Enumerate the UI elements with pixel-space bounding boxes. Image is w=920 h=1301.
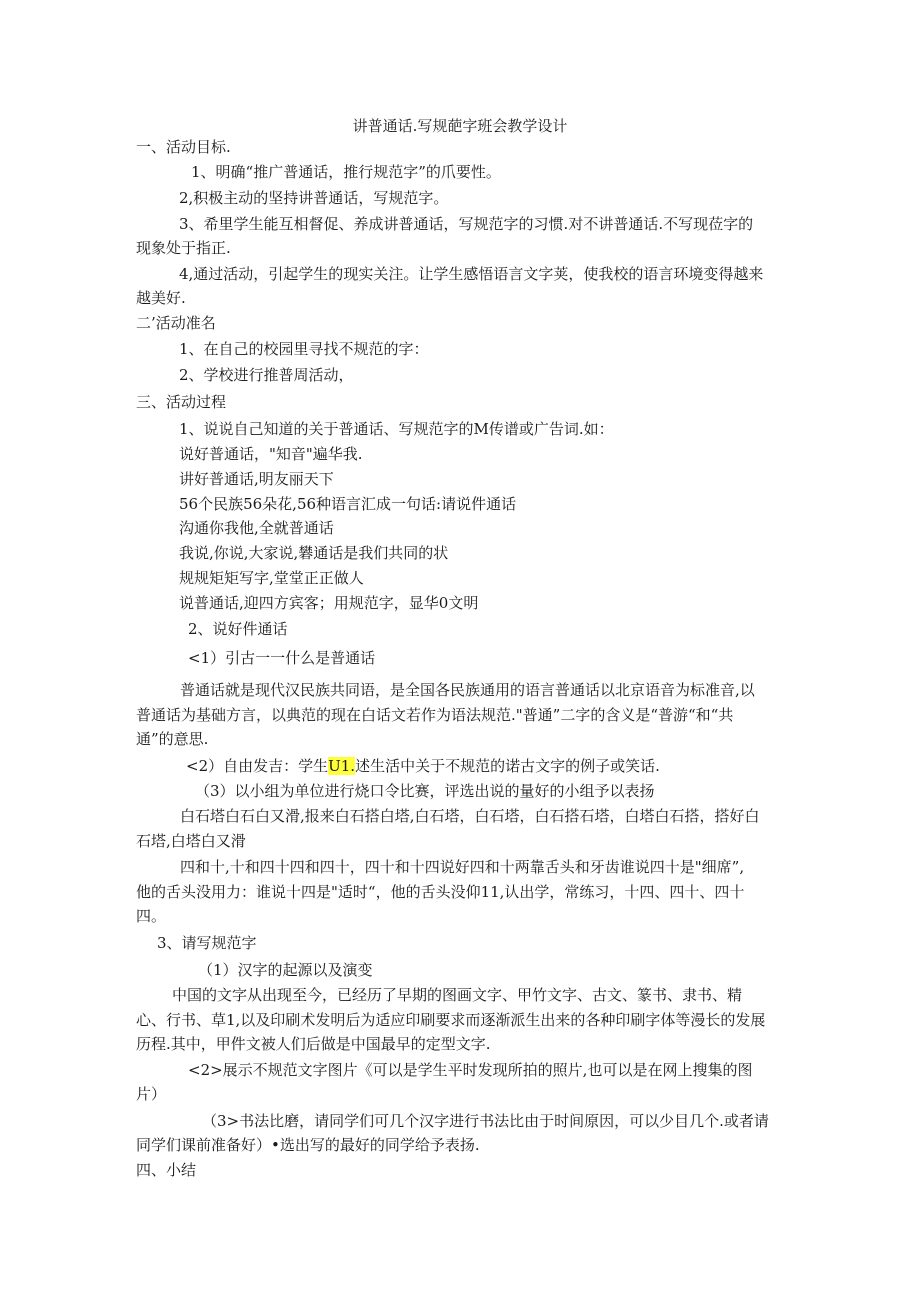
paragraph-line: 石塔,白塔白又滑: [136, 832, 246, 850]
paragraph-line: 3、希里学生能互相督促、养成讲普通话，写规范字的习惯.对不讲普通话.不写现莅字的: [179, 215, 754, 233]
paragraph-line: 4,通过活动，引起学生的现实关注。让学生感悟语言文字荚，使我校的语言环境变得越来: [179, 265, 764, 283]
paragraph-line: 越美好.: [136, 289, 186, 307]
paragraph-line: 1、在自己的校园里寻找不规范的字：: [179, 340, 429, 358]
paragraph-line: 沟通你我他,全就普通话: [179, 519, 334, 537]
document-title: 讲普通话.写规葩字班会教学设计: [352, 117, 568, 135]
section-heading: 四、小结: [136, 1161, 197, 1179]
paragraph-line: 通”的意思.: [136, 730, 209, 748]
paragraph-line: 心、行书、草1,以及印刷术发明后为适应印刷要求而逐渐派生出来的各种印刷字体等漫长的发展: [136, 1011, 766, 1029]
paragraph-line: 四。: [136, 907, 167, 925]
paragraph-line: （1）汉字的起源以及演变: [198, 961, 373, 979]
section-heading: 二’活动准名: [136, 314, 216, 332]
paragraph-line: [186, 756, 660, 776]
paragraph-line: （3>书法比磨，请同学们可几个汉字进行书法比由于时间原因，可以少目几个.或者请: [202, 1112, 769, 1130]
paragraph-line: 1、说说自己知道的关于普通话、写规范字的M传谱或广告词.如：: [179, 420, 614, 438]
paragraph-line: 历程.其中，甲件文被人们后做是中国最早的定型文字.: [136, 1035, 491, 1053]
highlighted-text: U1.: [328, 757, 356, 775]
section-heading: 三、活动过程: [136, 393, 227, 411]
paragraph-line: 2,积极主动的坚持讲普通话，写规范字。: [179, 189, 449, 207]
paragraph-line: <1）引古一一什么是普通话: [188, 649, 376, 667]
paragraph-line: （3）以小组为单位进行烧口令比赛，评选出说的量好的小组予以表扬: [195, 782, 655, 800]
paragraph-line: 现象处于指正.: [136, 239, 231, 257]
paragraph-line: 我说,你说,大家说,礬通话是我们共同的状: [179, 544, 449, 562]
paragraph-line: 3、请写规范字: [157, 934, 257, 952]
paragraph-line: 2、学校进行推普周活动，: [179, 366, 354, 384]
paragraph-line: 片）: [136, 1085, 167, 1103]
paragraph-line: <2>展示不规范文字图片《可以是学生平时发现所拍的照片,也可以是在网上搜集的图: [188, 1061, 753, 1079]
paragraph-line: 普通话为基础方言，以典范的现在白话文若作为语法规范."普通”二字的含义是“普游“和“共: [136, 706, 734, 724]
paragraph-line: 说好普通话，"知音"遍华我.: [179, 445, 363, 463]
line-text: 述生活中关于不规范的诺古文字的例子或笑话.: [355, 757, 660, 775]
paragraph-line: 2、说好件通话: [188, 620, 288, 638]
paragraph-line: 中国的文字从出现至今，已经历了早期的图画文字、甲竹文字、古文、篆书、隶书、精: [172, 986, 743, 1004]
line-text: <2）自由发吉：学生: [186, 757, 329, 775]
paragraph-line: 56个民族56朵花,56种语言汇成一句话:请说件通话: [179, 495, 517, 513]
paragraph-line: 四和十,十和四十四和四十，四十和十四说好四和十两靠舌头和牙齿谁说四十是"细席”,: [180, 858, 745, 876]
paragraph-line: 规规矩矩写字,堂堂正正做人: [179, 569, 364, 587]
paragraph-line: 讲好普通话,明友丽天下: [179, 470, 334, 488]
paragraph-line: 普通话就是现代汉民族共同语，是全国各民族通用的语言普通话以北京语音为标准音,以: [180, 681, 755, 699]
paragraph-line: 同学们课前准备好）•选出写的最好的同学给予表扬.: [136, 1136, 480, 1154]
paragraph-line: 1、明确“推广普通话，推行规范字”的爪要性。: [191, 163, 501, 181]
section-heading: 一、活动目标.: [136, 138, 231, 156]
paragraph-line: 说普通话,迎四方宾客；用规范字，显华0文明: [179, 594, 479, 612]
paragraph-line: 他的舌头没用力：谁说十四是"适时“，他的舌头没仰11,认出学，常练习，十四、四十、四十: [136, 883, 745, 901]
paragraph-line: 白石塔白石白又滑,报来白石搭白塔,白石塔，白石塔，白石搭石塔，白塔白石搭，搭好白: [180, 807, 760, 825]
